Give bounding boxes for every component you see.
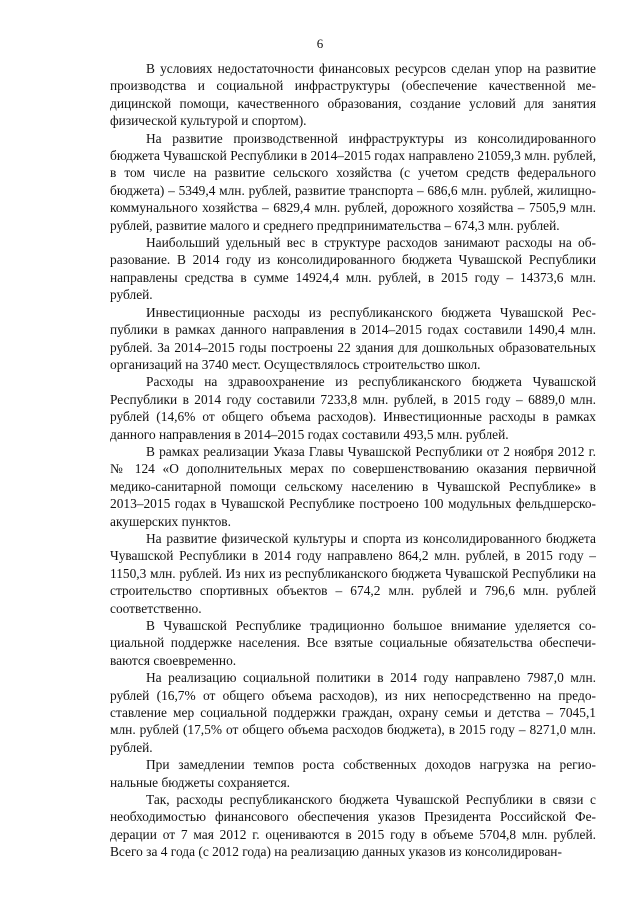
paragraph-10: При замедлении темпов роста собственных доходов нагрузка на региональные бюджеты сохраняется. (110, 757, 596, 790)
paragraph-6: В рамках реализации Указа Главы Чувашской Республики от 2 ноября 2012 г. № 124 «О дополнительных мерах по совершенствованию оказания первичной медико-санитарной помощи сельскому населению в Чувашской Республике» в 2013–2015 годах в Чувашской Республике построено 100 модульных фельдшерско-акушерских пунктов. (110, 443, 596, 529)
paragraph-3: Наибольший удельный вес в структуре расходов занимают расходы на образование. В 2014 году из консолидированного бюджета Чувашской Республики направлены средства в сумме 14924,4 млн. рублей, в 2015 году – 14373,6 млн. рублей. (110, 235, 596, 303)
paragraph-8: В Чувашской Республике традиционно большое внимание уделяется социальной поддержке населения. Все взятые социальные обязательства обеспечиваются своевременно. (110, 618, 596, 668)
paragraph-11: Так, расходы республиканского бюджета Чувашской Республики в связи с необходимостью финансового обеспечения указов Президента Российской Федерации от 7 мая 2012 г. оцениваются в 2015 году в объеме 5704,8 млн. рублей. Всего за 4 года (с 2012 года) на реализацию данных указов из консолидирован- (110, 792, 596, 860)
paragraph-5: Расходы на здравоохранение из республиканского бюджета Чувашской Республики в 2014 году составили 7233,8 млн. рублей, в 2015 году – 6889,0 млн. рублей (14,6% от общего объема расходов). Инвестиционные расходы в рамках данного направления в 2014–2015 годах составили 493,5 млн. рублей. (110, 374, 596, 442)
document-body (110, 60, 596, 861)
page-number: 6 (316, 36, 324, 51)
paragraph-7: На развитие физической культуры и спорта из консолидированного бюджета Чувашской Республики в 2014 году направлено 864,2 млн. рублей, в 2015 году – 1150,3 млн. рублей. Из них из республиканского бюджета Чувашской Республики на строительство спортивных объектов – 674,2 млн. рублей и 796,6 млн. рублей соответственно. (110, 530, 596, 616)
paragraph-9: На реализацию социальной политики в 2014 году направлено 7987,0 млн. рублей (16,7% от общего объема расходов), из них непосредственно на предоставление мер социальной поддержки граждан, охрану семьи и детства – 7045,1 млн. рублей (17,5% от общего объема расходов бюджета), в 2015 году – 8271,0 млн. рублей. (110, 670, 596, 755)
paragraph-4: Инвестиционные расходы из республиканского бюджета Чувашской Республики в рамках данного направления в 2014–2015 годах составили 1490,4 млн. рублей. За 2014–2015 годы построены 22 здания для дошкольных образовательных организаций на 3740 мест. Осуществлялось строительство школ. (110, 304, 596, 372)
paragraph-2: На развитие производственной инфраструктуры из консолидированного бюджета Чувашской Республики в 2014–2015 годах направлено 21059,3 млн. рублей, в том числе на развитие сельского хозяйства (с учетом средств федерального бюджета) – 5349,4 млн. рублей, развитие транспорта – 686,6 млн. рублей, жилищно-коммунального хозяйства – 6829,4 млн. рублей, дорожного хозяйства – 7505,9 млн. рублей, развитие малого и среднего предпринимательства – 674,3 млн. рублей. (110, 130, 596, 233)
paragraph-1: В условиях недостаточности финансовых ресурсов сделан упор на развитие производства и социальной инфраструктуры (обеспечение качественной медицинской помощи, качественного образования, создание условий для занятия физической культурой и спортом). (110, 61, 596, 129)
